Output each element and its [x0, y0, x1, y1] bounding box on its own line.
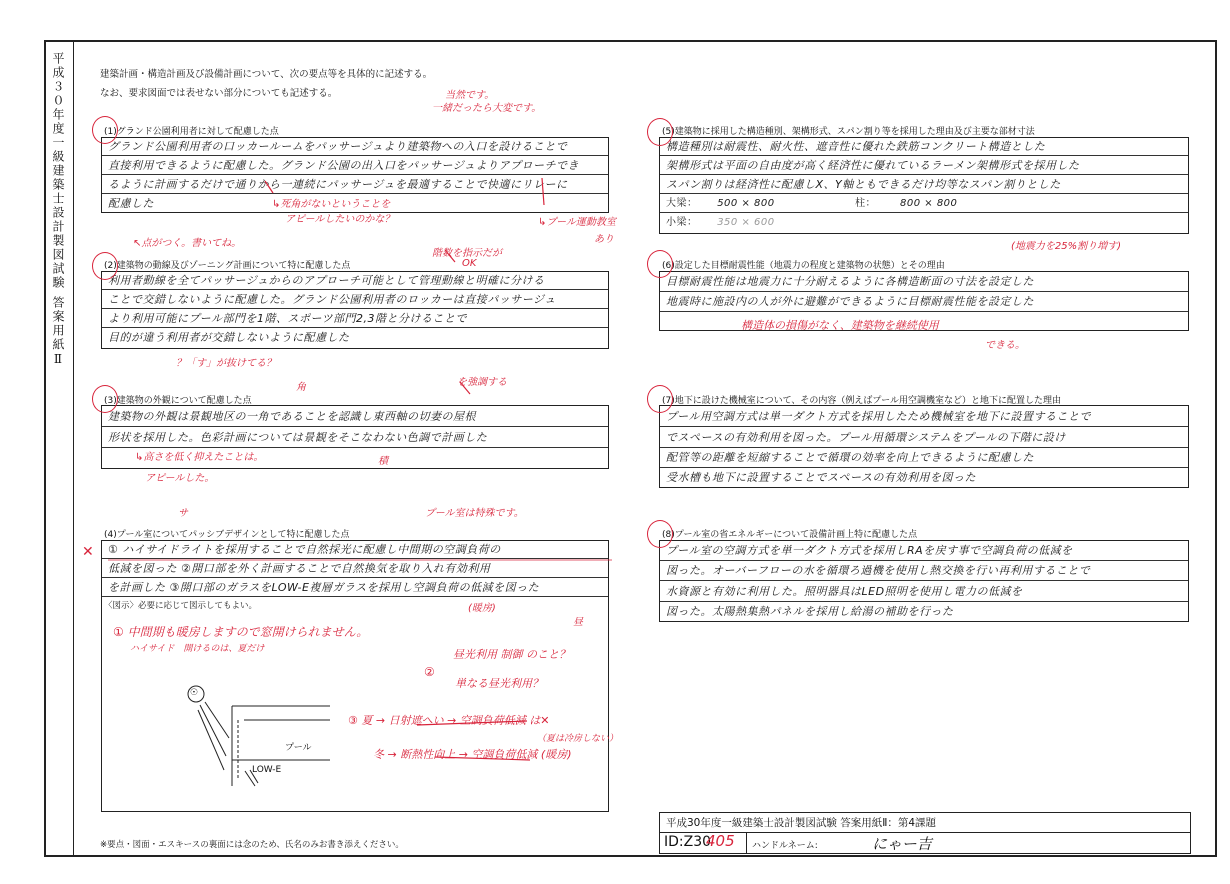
- annotation: (地震力を25%割り増す): [1011, 241, 1122, 252]
- id-label: ID:Z30: [664, 834, 712, 850]
- annotation: あり: [594, 234, 614, 245]
- side-title: 平成３０年度一級建築士設計製図試験 答案用紙Ⅱ: [44, 40, 74, 857]
- section-8-line: 図った。オーバーフローの水を循環ろ過機を使用し熱交換を行い再利用することで: [660, 561, 1188, 581]
- lowe-label: LOW-E: [252, 765, 282, 775]
- annotation: 冬 → 断熱性向上 → 空調負荷低減 (暖房): [373, 748, 572, 761]
- annotation: ？「す」が抜けてる？: [176, 358, 276, 369]
- annotation: ↳高さを低く抑えたことは。: [135, 452, 264, 463]
- annotation: 単なる昼光利用？: [455, 677, 543, 690]
- annotation: を強調する: [457, 377, 507, 388]
- annotation: (暖房): [468, 603, 496, 614]
- annotation: 構造体の損傷がなく、建築物を継続使用: [741, 319, 939, 332]
- section-3-line: 建築物の外観は景観地区の一角であることを認識し東西軸の切妻の屋根: [102, 406, 608, 427]
- section-4-line: 低減を図った ②開口部を外く計画することで自然換気を取り入れ有効利用: [102, 560, 608, 578]
- section-4-line: ① ハイサイドライトを採用することで自然採光に配慮し中間期の空調負荷の: [102, 541, 608, 559]
- annotation: 角: [296, 382, 306, 393]
- annotation: 当然です。: [445, 90, 495, 101]
- circled-2: ②: [424, 665, 435, 679]
- annotation: 昼光利用 制御 のこと？: [453, 648, 570, 661]
- annotation: 階数を指示だが: [432, 248, 502, 259]
- footer-note: ※要点・図面・エスキースの裏面には念のため、氏名のみお書き添えください。: [100, 840, 404, 850]
- section-5-line: 構造種別は耐震性、耐火性、遮音性に優れた鉄筋コンクリート構造とした: [660, 138, 1188, 156]
- annotation: できる。: [985, 340, 1025, 351]
- section-7-line: 受水槽も地下に設置することでスペースの有効利用を図った: [666, 471, 976, 484]
- annotation: アピールしたいのかな？: [285, 214, 395, 225]
- intro-line-1: 建築計画・構造計画及び設備計画について、次の要点等を具体的に記述する。: [100, 69, 433, 80]
- section-2-line: 利用者動線を全てパッサージュからのアプローチ可能として管理動線と明確に分ける: [102, 272, 608, 290]
- annotation: （夏は冷房しない）: [537, 734, 619, 744]
- section-6-line: 目標耐震性能は地震力に十分耐えるように各構造断面の寸法を設定した: [660, 272, 1188, 292]
- section-2-line: より利用可能にプール部門を1階、スポーツ部門2,3階と分けることで: [102, 310, 608, 328]
- section-8-line: 図った。太陽熱集熱パネルを採用し給湯の補助を行った: [666, 605, 954, 618]
- annotation: 昼: [573, 617, 583, 628]
- beam-value: 350 × 600: [717, 217, 775, 228]
- annotation: ↳プール運動教室: [538, 217, 616, 228]
- section-5-title: (5)建築物に採用した構造種別、架構形式、スパン割り等を採用した理由及び主要な部材寸法: [662, 127, 1035, 137]
- column-label: 柱：: [855, 198, 876, 209]
- section-8-line: プール室の空調方式を単一ダクト方式を採用しRAを戻す事で空調負荷の低減を: [660, 541, 1188, 561]
- section-7-line: 配管等の距離を短縮することで循環の効率を向上できるように配慮した: [660, 448, 1188, 468]
- section-4-title: (4)プール室についてパッシブデザインとして特に配慮した点: [104, 530, 350, 540]
- annotation: ① 中間期も暖房しますので窓開けられません。: [113, 625, 369, 639]
- handle-label: ハンドルネーム:: [752, 841, 818, 851]
- section-8-line: 水資源と有効に利用した。照明器具はLED照明を使用し電力の低減を: [660, 581, 1188, 602]
- id-value: 405: [706, 832, 735, 850]
- column-value: 800 × 800: [900, 198, 958, 209]
- annotation: ③ 夏 → 日射遮へい → 空調負荷低減 は✕: [348, 714, 550, 727]
- sun-label: ☉: [190, 688, 199, 698]
- annotation: サ: [178, 508, 188, 519]
- annotation: ↖点がつく。書いてね。: [133, 238, 242, 249]
- section-2-line: 目的が違う利用者が交錯しないように配慮した: [108, 331, 350, 344]
- annotation: ハイサイド 開けるのは、夏だけ: [130, 644, 265, 654]
- figure-note: 〈図示〉必要に応じて図示してもよい。: [104, 601, 258, 611]
- section-5-line: スパン割りは経済性に配慮しX、Y軸ともできるだけ均等なスパン割りとした: [660, 176, 1188, 194]
- annotation: アピールした。: [145, 473, 215, 484]
- annotation: OK: [462, 258, 477, 269]
- annotation: プール室は特殊です。: [425, 508, 524, 519]
- section-1-line: るように計画するだけで通りから一連続にパッサージュを最適することで快適にリレーに: [102, 176, 608, 194]
- section-6-title: (6)設定した目標耐震性能（地震力の程度と建築物の状態）とその理由: [662, 261, 945, 271]
- section-4-line: を計画した ③開口部のガラスをLOW-E複層ガラスを採用し空調負荷の低減を図った: [102, 579, 608, 597]
- section-3-line: 形状を採用した。色彩計画については景観をそこなわない色調で計画した: [102, 427, 608, 448]
- cross-mark: ✕: [82, 544, 94, 560]
- section-5-line: 架構形式は平面の自由度が高く経済性に優れているラーメン架構形式を採用した: [660, 157, 1188, 175]
- pool-label: プール: [285, 743, 312, 753]
- section-6-line: 地震時に施設内の人が外に避難ができるように目標耐震性能を設定した: [660, 292, 1188, 312]
- footer-title: 平成30年度一級建築士設計製図試験 答案用紙Ⅱ：第4課題: [666, 817, 937, 829]
- section-2-line: ことで交錯しないように配慮した。グランド公園利用者のロッカーは直接パッサージュ: [102, 291, 608, 309]
- section-1-line: グランド公園利用者の口ッカールームをパッサージュより建築物への入口を設けることで: [102, 138, 608, 156]
- annotation: 積: [378, 456, 388, 467]
- section-1-title: (1)グランド公園利用者に対して配慮した点: [104, 127, 279, 137]
- section-2-title: (2)建築物の動線及びゾーニング計画について特に配慮した点: [104, 261, 351, 271]
- annotation: 一緒だったら大変です。: [432, 103, 542, 114]
- section-1-line: 直接利用できるように配慮した。グランド公園の出入口をパッサージュよりアプローチでき: [102, 157, 608, 175]
- section-3-title: (3)建築物の外観について配慮した点: [104, 396, 252, 406]
- annotation: ↳死角がないということを: [272, 199, 391, 210]
- handle-value: にゃー吉: [872, 835, 932, 853]
- girder-value: 500 × 800: [717, 198, 775, 209]
- girder-label: 大梁：: [666, 198, 698, 209]
- section-7-line: でスペースの有効利用を図った。プール用循環システムをプールの下階に設け: [660, 427, 1188, 448]
- intro-line-2: なお、要求図面では表せない部分についても記述する。: [100, 88, 338, 99]
- section-7-line: プール用空調方式は単一ダクト方式を採用したため機械室を地下に設置することで: [660, 406, 1188, 427]
- section-7-title: (7)地下に設けた機械室について、その内容（例えばプール用空調機室など）と地下に配置した理由: [662, 396, 1061, 406]
- beam-label: 小梁：: [666, 217, 698, 228]
- section-8-title: (8)プール室の省エネルギーについて設備計画上特に配慮した点: [662, 530, 918, 540]
- section-1-line: 配慮した: [108, 197, 154, 210]
